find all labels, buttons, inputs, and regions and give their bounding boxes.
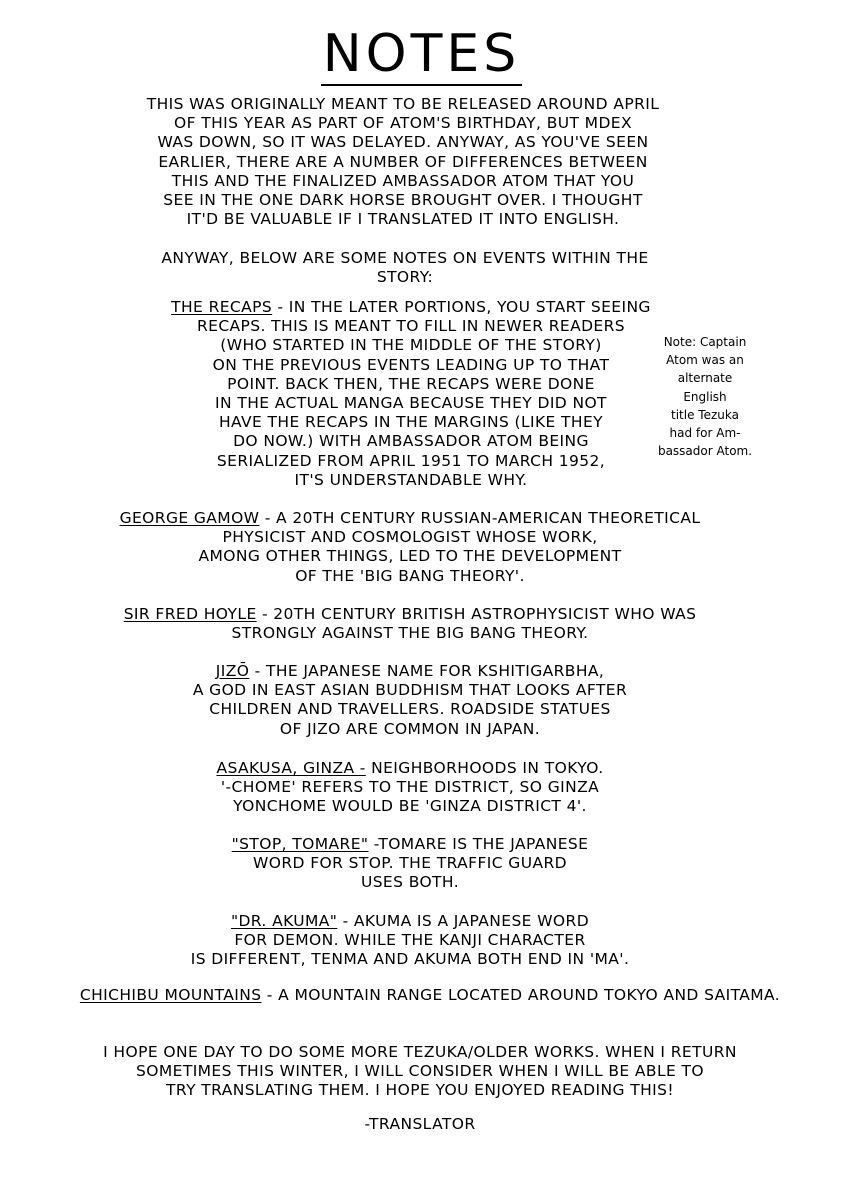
intro-paragraph	[140, 95, 666, 229]
note-asakusa	[200, 759, 620, 817]
intro-line: THIS AND THE FINALIZED AMBASSADOR ATOM THAT YOU	[171, 171, 635, 190]
note-recaps-line: SERIALIZED FROM APRIL 1951 TO MARCH 1952,	[216, 451, 606, 470]
note-akuma-desc: - AKUMA IS A JAPANESE WORD	[337, 912, 590, 930]
note-akuma-line: FOR DEMON. WHILE THE KANJI CHARACTER	[234, 931, 586, 950]
note-akuma-line: IS DIFFERENT, TENMA AND AKUMA BOTH END IN 'MA'.	[190, 950, 630, 969]
side-note	[640, 333, 770, 460]
note-akuma-first-line	[180, 912, 640, 931]
note-jizo	[180, 662, 640, 739]
note-recaps-line: POINT. BACK THEN, THE RECAPS WERE DONE	[227, 374, 595, 393]
note-recaps	[166, 298, 656, 490]
note-gamow-first-line	[110, 509, 710, 528]
side-note-line: alternate	[677, 371, 733, 386]
note-term-hoyle: SIR FRED HOYLE	[123, 605, 257, 623]
signature-text: -TRANSLATOR	[364, 1115, 476, 1133]
note-hoyle	[120, 605, 700, 643]
note-recaps-line: ON THE PREVIOUS EVENTS LEADING UP TO THAT	[212, 355, 610, 374]
note-hoyle-desc: - 20TH CENTURY BRITISH ASTROPHYSICIST WHO WAS	[256, 605, 697, 623]
note-gamow-line: PHYSICIST AND COSMOLOGIST WHOSE WORK,	[222, 528, 598, 547]
note-tomare-line: USES BOTH.	[360, 873, 460, 892]
side-note-line: English	[683, 389, 727, 404]
intro-line: WAS DOWN, SO IT WAS DELAYED. ANYWAY, AS YOU'VE SEEN	[157, 133, 649, 152]
note-jizo-first-line	[180, 662, 640, 681]
note-term-gamow: GEORGE GAMOW	[119, 509, 260, 527]
side-note-line: title Tezuka	[671, 407, 739, 422]
note-recaps-first-line	[166, 298, 656, 317]
note-chichibu-desc: - A MOUNTAIN RANGE LOCATED AROUND TOKYO AND SAITAMA.	[261, 986, 781, 1004]
intro-line: OF THIS YEAR AS PART OF ATOM'S BIRTHDAY, BUT MDEX	[174, 114, 632, 133]
note-hoyle-first-line	[120, 605, 700, 624]
note-recaps-line: IT'S UNDERSTANDABLE WHY.	[294, 470, 528, 489]
note-gamow-line: AMONG OTHER THINGS, LED TO THE DEVELOPMENT	[198, 547, 622, 566]
note-akuma	[180, 912, 640, 970]
note-term-tomare: "STOP, TOMARE"	[231, 835, 369, 853]
signature	[300, 1115, 540, 1134]
note-hoyle-line: STRONGLY AGAINST THE BIG BANG THEORY.	[231, 624, 589, 643]
side-note-line: Atom was an	[666, 353, 744, 368]
note-term-chichibu: CHICHIBU MOUNTAINS	[79, 986, 262, 1004]
note-term-akuma: "DR. AKUMA"	[230, 912, 338, 930]
note-recaps-line: RECAPS. THIS IS MEANT TO FILL IN NEWER READERS	[196, 317, 626, 336]
notes-intro-line: ANYWAY, BELOW ARE SOME NOTES ON EVENTS WITHIN THE	[161, 249, 649, 267]
note-jizo-line: OF JIZO ARE COMMON IN JAPAN.	[279, 719, 541, 738]
note-recaps-line: DO NOW.) WITH AMBASSADOR ATOM BEING	[233, 432, 589, 451]
note-recaps-line: (WHO STARTED IN THE MIDDLE OF THE STORY)	[220, 336, 602, 355]
note-gamow-line: OF THE 'BIG BANG THEORY'.	[295, 566, 525, 585]
page-title: NOTES	[322, 24, 521, 84]
note-chichibu	[70, 986, 790, 1005]
note-term-jizo: JIZŌ	[215, 662, 250, 680]
note-tomare-line: WORD FOR STOP. THE TRAFFIC GUARD	[253, 854, 567, 873]
note-term-asakusa: ASAKUSA, GINZA -	[216, 759, 366, 777]
note-asakusa-desc: NEIGHBORHOODS IN TOKYO.	[365, 759, 604, 777]
note-term-recaps: THE RECAPS	[171, 298, 273, 316]
note-jizo-line: A GOD IN EAST ASIAN BUDDHISM THAT LOOKS AFTER	[192, 681, 628, 700]
note-asakusa-line: YONCHOME WOULD BE 'GINZA DISTRICT 4'.	[233, 797, 587, 816]
note-gamow-desc: - A 20TH CENTURY RUSSIAN-AMERICAN THEORETICAL	[259, 509, 701, 527]
note-asakusa-line: '-CHOME' REFERS TO THE DISTRICT, SO GINZA	[220, 778, 600, 797]
closing-line: SOMETIMES THIS WINTER, I WILL CONSIDER WHEN I WILL BE ABLE TO	[136, 1062, 704, 1081]
note-tomare	[210, 835, 610, 893]
closing-paragraph	[90, 1043, 750, 1101]
intro-line: IT'D BE VALUABLE IF I TRANSLATED IT INTO ENGLISH.	[186, 210, 620, 229]
note-gamow	[110, 509, 710, 586]
notes-intro-line: STORY:	[376, 268, 434, 287]
side-note-line: had for Am-	[669, 426, 741, 441]
note-tomare-first-line	[210, 835, 610, 854]
side-note-line: bassador Atom.	[657, 444, 753, 459]
intro-line: THIS WAS ORIGINALLY MEANT TO BE RELEASED AROUND APRIL	[146, 95, 660, 113]
note-recaps-desc: - IN THE LATER PORTIONS, YOU START SEEING	[272, 298, 651, 316]
note-recaps-line: IN THE ACTUAL MANGA BECAUSE THEY DID NOT	[215, 394, 607, 413]
intro-line: SEE IN THE ONE DARK HORSE BROUGHT OVER. I THOUGHT	[163, 191, 643, 210]
notes-intro-paragraph	[150, 249, 660, 287]
closing-line: TRY TRANSLATING THEM. I HOPE YOU ENJOYED READING THIS!	[166, 1081, 674, 1100]
note-tomare-desc: -TOMARE IS THE JAPANESE	[368, 835, 589, 853]
note-recaps-line: HAVE THE RECAPS IN THE MARGINS (LIKE THEY	[218, 413, 604, 432]
side-note-line: Note: Captain	[663, 335, 747, 349]
intro-line: EARLIER, THERE ARE A NUMBER OF DIFFERENCES BETWEEN	[158, 152, 648, 171]
note-chichibu-line	[70, 986, 790, 1005]
note-jizo-desc: - THE JAPANESE NAME FOR KSHITIGARBHA,	[249, 662, 605, 680]
note-asakusa-first-line	[200, 759, 620, 778]
closing-line: I HOPE ONE DAY TO DO SOME MORE TEZUKA/OLDER WORKS. WHEN I RETURN	[103, 1043, 737, 1061]
note-jizo-line: CHILDREN AND TRAVELLERS. ROADSIDE STATUES	[209, 700, 611, 719]
